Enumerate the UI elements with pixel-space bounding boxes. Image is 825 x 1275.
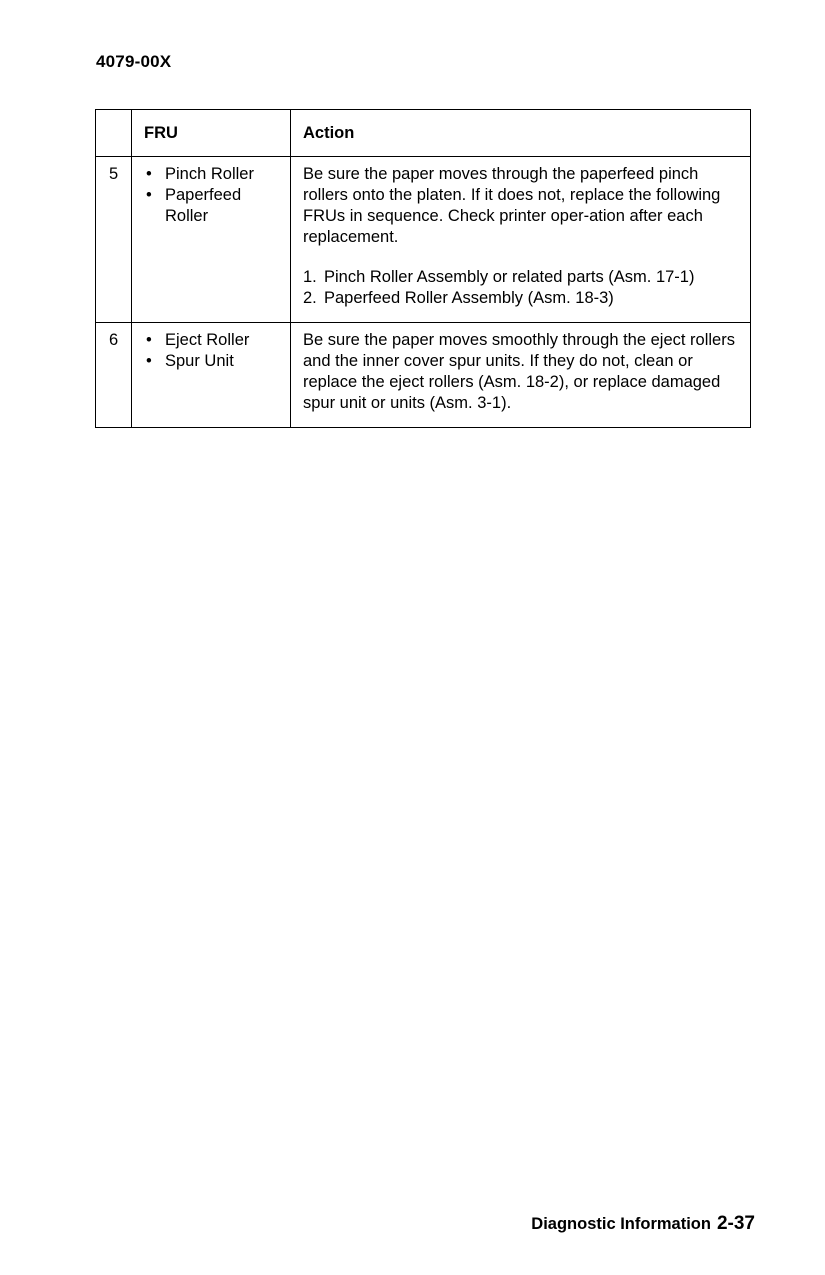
- action-text: Be sure the paper moves through the paperfeed pinch rollers onto the platen. If it does not, replace the following FRUs in sequence. Check printer oper-ation after each replacement.: [303, 165, 721, 246]
- step-text: Paperfeed Roller Assembly (Asm. 18-3): [324, 289, 614, 307]
- table-row: [96, 323, 751, 428]
- fru-item: • Paperfeed Roller: [144, 185, 253, 227]
- table-header-row: [96, 110, 751, 157]
- fru-cell: [132, 323, 291, 428]
- fru-item: • Eject Roller: [144, 330, 286, 351]
- step-number: 5: [96, 157, 132, 323]
- step-index: 1.: [303, 268, 317, 286]
- step-number: 6: [96, 323, 132, 428]
- replacement-step: [303, 288, 740, 309]
- document-id: 4079-00X: [96, 52, 172, 71]
- column-header-step: [96, 110, 132, 157]
- column-header-fru: FRU: [132, 110, 291, 157]
- column-header-action: Action: [291, 110, 751, 157]
- page-footer: [531, 1213, 755, 1235]
- step-index: 2.: [303, 289, 317, 307]
- fru-list: [144, 164, 286, 227]
- fru-item: • Spur Unit: [144, 351, 286, 372]
- fru-action-table: [95, 109, 751, 428]
- action-cell: [291, 323, 751, 428]
- action-cell: [291, 157, 751, 323]
- replacement-steps: [303, 267, 740, 309]
- replacement-step: [303, 267, 740, 288]
- fru-item: • Pinch Roller: [144, 164, 286, 185]
- table-row: [96, 157, 751, 323]
- page-number: 2-37: [716, 1213, 755, 1234]
- fru-list: [144, 330, 286, 372]
- section-title: Diagnostic Information: [531, 1215, 711, 1233]
- fru-cell: [132, 157, 291, 323]
- step-text: Pinch Roller Assembly or related parts (Asm. 17-1): [324, 268, 695, 286]
- action-text: Be sure the paper moves smoothly through the eject rollers and the inner cover spur units. If they do not, clean or replace the eject rollers (Asm. 18-2), or replace damaged spur unit or units (Asm. 3-1).: [303, 331, 735, 412]
